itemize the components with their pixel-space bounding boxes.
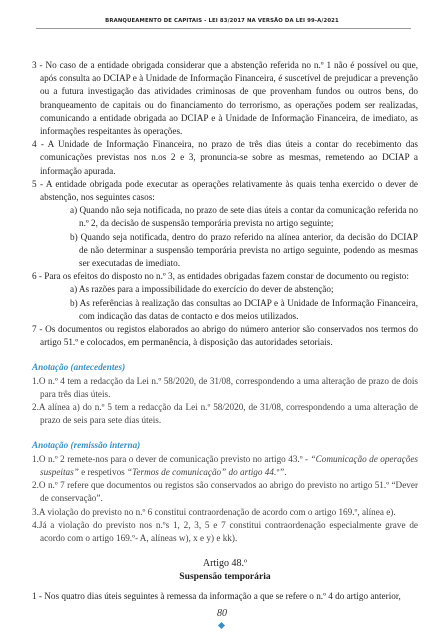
paragraph-4: 4 - A Unidade de Informação Financeira, no prazo de três dias úteis a contar do recebimento das comunicações previstas nos n.os 2 e 3, pronuncia-se sobre as mesmas, remetendo ao DCIAP a informação apurada. (32, 139, 418, 176)
header-rule (36, 28, 411, 29)
annotation-remissao-item-1-suffix: . (284, 466, 287, 477)
annotation-antecedentes-item-2: 2.A alínea a) do n.º 5 tem a redacção da Lei n.º 58/2020, de 31/08, correspondendo a uma alteração de prazo de seis para sete dias úteis. (32, 402, 418, 426)
annotation-remissao-item-1 (32, 453, 418, 479)
paragraph-5: 5 - A entidade obrigada pode executar as operações relativamente às quais tenha exercido o dever de abstenção, nos seguintes casos: (32, 178, 418, 203)
annotation-remissao-item-2: 2.O n.º 7 refere que documentos ou registos são conservados ao abrigo do previsto no artigo 51.º “Dever de conservação”. (32, 480, 418, 504)
running-header: BRANQUEAMENTO DE CAPITAIS - LEI 83/2017 NA VERSÃO DA LEI 99-A/2021 (105, 18, 339, 24)
page-body (32, 59, 418, 603)
article-first-line: 1 - Nos quatro dias úteis seguintes à remessa da informação a que se refere o n.º 4 do artigo anterior, (32, 590, 401, 601)
annotation-antecedentes-title: Anotação (antecedentes) (32, 362, 126, 373)
paragraph-6-item-b: b) As referências à realização das consultas ao DCIAP e à Unidade de Informação Financeira, com indicação das datas de contacto e dos meios utilizados. (70, 297, 418, 321)
paragraph-6-item-a: a) As razões para a impossibilidade do exercício do dever de abstenção; (70, 284, 334, 295)
paragraph-3: 3 - No caso de a entidade obrigada considerar que a abstenção referida no n.º 1 não é possível ou que, após consulta ao DCIAP e à Unidade de Informação Financeira, é suscetível de prejudicar a prevenção ou a futura investigação das atividades criminosas de que provenham fundos ou outros bens, do branqueamento de capitais ou do financiamento do terrorismo, as operações podem ser realizadas, comunicando a entidade obrigada ao DCIAP e à Unidade de Informação Financeira, de imediato, as informações respeitantes às operações. (32, 60, 418, 137)
paragraph-5-item-a: a) Quando não seja notificada, no prazo de sete dias úteis a contar da comunicação referida no n.º 2, da decisão de suspensão temporária prevista no artigo seguinte; (70, 205, 418, 229)
paragraph-5-item-b: b) Quando seja notificada, dentro do prazo referido na alínea anterior, da decisão do DCIAP de não determinar a suspensão temporária prevista no artigo seguinte, podendo as mesmas ser executadas de imediato. (70, 231, 418, 269)
article-title: Suspensão temporária (179, 571, 271, 583)
page-ornament-diamond-icon (218, 622, 225, 629)
annotation-remissao-item-1-mid: e respetivos (78, 466, 128, 477)
annotation-remissao-item-1-prefix: 1.O n.º 2 remete-nos para o dever de comunicação previsto no artigo 43.º - (32, 453, 311, 464)
annotation-remissao-item-4: 4.Já a violação do previsto nos n.ºs 1, 2, 3, 5 e 7 constitui contraordenação especialmente grave de acordo com o artigo 169.º- A, alíneas w), x e y) e kk). (32, 519, 418, 543)
paragraph-6: 6 - Para os efeitos do disposto no n.º 3, as entidades obrigadas fazem constar de documento ou registo: (32, 271, 409, 282)
page-number: 80 (217, 608, 227, 619)
paragraph-7: 7 - Os documentos ou registos elaborados ao abrigo do número anterior são conservados nos termos do artigo 51.º e colocados, em permanência, à disposição das autoridades setoriais. (32, 324, 418, 348)
annotation-remissao-item-1-quote-2: “Termos de comunicação” do artigo 44.º” (127, 466, 285, 477)
annotation-remissao-item-3: 3.A violação do previsto no n.º 6 constitui contraordenação de acordo com o artigo 169.º, alínea e). (32, 506, 396, 517)
article-number: Artigo 48.º (202, 558, 248, 570)
annotation-remissao-item-1-quote-1: “Comunicação de operações suspeitas” (40, 453, 418, 477)
annotation-remissao-title: Anotação (remissão interna) (32, 440, 141, 451)
annotation-antecedentes-item-1: 1.O n.º 4 tem a redacção da Lei n.º 58/2020, de 31/08, correspondendo a uma alteração de prazo de dois para três dias úteis. (32, 375, 418, 399)
